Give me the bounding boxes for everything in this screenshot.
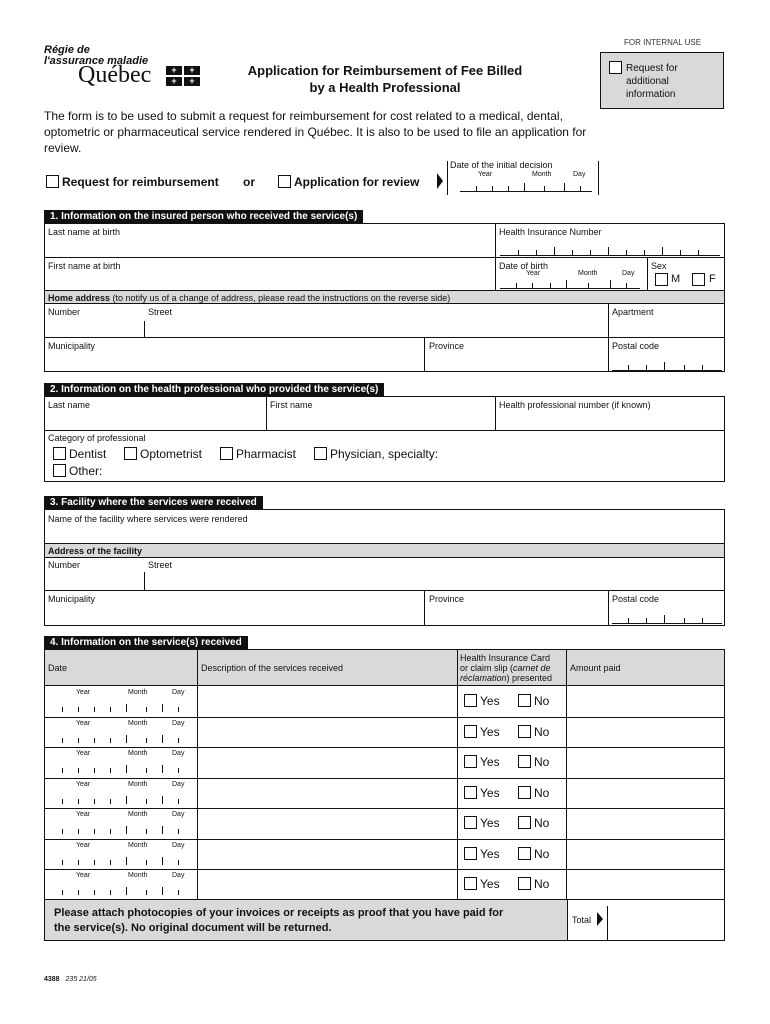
row-no-checkbox[interactable] bbox=[518, 786, 531, 799]
prof-number-label: Health professional number (if known) bbox=[499, 400, 651, 410]
review-checkbox[interactable] bbox=[278, 175, 291, 188]
row-yes-label: Yes bbox=[480, 877, 500, 891]
decision-date-field[interactable] bbox=[460, 186, 592, 192]
row-amount-input[interactable] bbox=[567, 779, 724, 807]
home-street-input[interactable] bbox=[148, 318, 603, 336]
service-table-header bbox=[44, 650, 725, 686]
row-description-input[interactable] bbox=[198, 687, 457, 715]
form-version: 235 21/05 bbox=[65, 976, 97, 983]
row-no-label: No bbox=[534, 877, 550, 891]
first-name-birth-input[interactable] bbox=[45, 272, 495, 289]
dob-year-label: Year bbox=[526, 270, 541, 277]
row-year-label: Year bbox=[76, 689, 91, 696]
row-month-label: Month bbox=[128, 842, 148, 849]
row-description-input[interactable] bbox=[198, 840, 457, 868]
facility-name-input[interactable] bbox=[45, 525, 723, 543]
row-yes-label: Yes bbox=[480, 847, 500, 861]
home-postal-label: Postal code bbox=[612, 341, 660, 351]
last-name-birth-label: Last name at birth bbox=[48, 227, 121, 237]
attach-note: Please attach photocopies of your invoices or receipts as proof that you have paid for the service(s). No original document will be returned. bbox=[54, 907, 504, 934]
home-address-note: (to notify us of a change of address, please read the instructions on the reverse side) bbox=[112, 293, 451, 303]
sex-label: Sex bbox=[651, 261, 667, 271]
dob-day-label: Day bbox=[622, 270, 635, 277]
section4-header: 4. Information on the service(s) received bbox=[44, 636, 248, 649]
row-month-label: Month bbox=[128, 750, 148, 757]
row-amount-input[interactable] bbox=[567, 718, 724, 746]
request-info-label: Request for additional information bbox=[626, 63, 678, 100]
row-no-label: No bbox=[534, 847, 550, 861]
divider bbox=[647, 257, 648, 290]
dob-field[interactable] bbox=[500, 283, 640, 289]
row-month-label: Month bbox=[128, 720, 148, 727]
row-amount-input[interactable] bbox=[567, 809, 724, 837]
row-date-field[interactable] bbox=[62, 859, 192, 865]
divider bbox=[495, 397, 496, 430]
request-info-checkbox[interactable] bbox=[609, 61, 622, 74]
row-date-field[interactable] bbox=[62, 706, 192, 712]
row-no-checkbox[interactable] bbox=[518, 816, 531, 829]
row-date-field[interactable] bbox=[62, 798, 192, 804]
intro-text: The form is to be used to submit a request for reimbursement for cost related to a medical, dental, optometric or pharmaceutical service rendered in Québec. It is also to be used to file an application for review. bbox=[44, 109, 587, 155]
divider bbox=[598, 161, 599, 195]
row-month-label: Month bbox=[128, 689, 148, 696]
prof-first-name-label: First name bbox=[270, 400, 313, 410]
dob-label: Date of birth bbox=[499, 261, 549, 271]
logo-quebec: Québec bbox=[78, 62, 152, 88]
or-label: or bbox=[243, 175, 255, 189]
row-day-label: Day bbox=[172, 720, 185, 727]
facility-name-label: Name of the facility where services were rendered bbox=[48, 514, 248, 524]
home-address-label: Home address bbox=[48, 293, 111, 303]
home-municipality-label: Municipality bbox=[48, 341, 96, 351]
row-no-checkbox[interactable] bbox=[518, 877, 531, 890]
review-label: Application for review bbox=[294, 175, 420, 189]
facility-municipality-label: Municipality bbox=[48, 594, 96, 604]
col-card-italic1: carnet de bbox=[513, 663, 551, 673]
row-no-label: No bbox=[534, 694, 550, 708]
decision-day-label: Day bbox=[573, 171, 586, 178]
col-description: Description of the services received bbox=[201, 663, 344, 673]
rule bbox=[44, 430, 725, 431]
row-day-label: Day bbox=[172, 781, 185, 788]
facility-postal-field[interactable] bbox=[612, 618, 722, 624]
last-name-birth-input[interactable] bbox=[45, 238, 495, 256]
physician-checkbox[interactable] bbox=[314, 447, 327, 460]
form-title-line2: by a Health Professional bbox=[309, 80, 461, 95]
rule bbox=[44, 337, 725, 338]
sex-m-checkbox[interactable] bbox=[655, 273, 668, 286]
row-yes-checkbox[interactable] bbox=[464, 755, 477, 768]
row-date-field[interactable] bbox=[62, 889, 192, 895]
other-label: Other: bbox=[69, 464, 103, 478]
col-card-line3b: ) presented bbox=[506, 673, 553, 683]
home-number-label: Number bbox=[48, 307, 81, 317]
total-label: Total bbox=[572, 915, 592, 925]
row-month-label: Month bbox=[128, 872, 148, 879]
form-title-line1: Application for Reimbursement of Fee Billed bbox=[247, 63, 523, 78]
hin-field[interactable] bbox=[500, 250, 720, 256]
row-yes-checkbox[interactable] bbox=[464, 847, 477, 860]
divider bbox=[144, 321, 145, 337]
row-day-label: Day bbox=[172, 750, 185, 757]
col-amount: Amount paid bbox=[570, 663, 621, 673]
internal-use-label: FOR INTERNAL USE bbox=[624, 38, 702, 47]
row-yes-label: Yes bbox=[480, 725, 500, 739]
row-yes-checkbox[interactable] bbox=[464, 816, 477, 829]
logo-line2: l'assurance maladie bbox=[44, 55, 149, 67]
home-postal-field[interactable] bbox=[612, 365, 722, 371]
physician-label: Physician, specialty: bbox=[330, 447, 439, 461]
divider bbox=[424, 338, 425, 372]
reimbursement-checkbox[interactable] bbox=[46, 175, 59, 188]
row-no-label: No bbox=[534, 725, 550, 739]
dob-month-label: Month bbox=[578, 270, 598, 277]
form-code: 4388 bbox=[44, 976, 60, 983]
row-description-input[interactable] bbox=[198, 870, 457, 898]
divider bbox=[608, 338, 609, 372]
row-year-label: Year bbox=[76, 781, 91, 788]
apartment-label: Apartment bbox=[612, 307, 654, 317]
first-name-birth-label: First name at birth bbox=[48, 261, 121, 271]
category-label: Category of professional bbox=[48, 433, 146, 443]
optometrist-checkbox[interactable] bbox=[124, 447, 137, 460]
facility-address-bar bbox=[45, 544, 724, 557]
rule bbox=[44, 257, 725, 258]
divider bbox=[608, 591, 609, 626]
dentist-label: Dentist bbox=[69, 447, 107, 461]
reimbursement-label: Request for reimbursement bbox=[62, 175, 219, 189]
divider bbox=[424, 591, 425, 626]
logo-line1: Régie de bbox=[44, 44, 90, 56]
pharmacist-checkbox[interactable] bbox=[220, 447, 233, 460]
rule bbox=[44, 303, 725, 304]
row-date-field[interactable] bbox=[62, 737, 192, 743]
row-no-checkbox[interactable] bbox=[518, 847, 531, 860]
divider bbox=[266, 397, 267, 430]
row-no-label: No bbox=[534, 786, 550, 800]
row-description-input[interactable] bbox=[198, 748, 457, 776]
sex-f-checkbox[interactable] bbox=[692, 273, 705, 286]
row-yes-label: Yes bbox=[480, 755, 500, 769]
row-year-label: Year bbox=[76, 720, 91, 727]
divider bbox=[607, 906, 608, 940]
row-month-label: Month bbox=[128, 811, 148, 818]
row-description-input[interactable] bbox=[198, 779, 457, 807]
row-no-checkbox[interactable] bbox=[518, 725, 531, 738]
arrow-right-icon bbox=[437, 173, 443, 189]
row-yes-label: Yes bbox=[480, 694, 500, 708]
col-card-line2a: or claim slip ( bbox=[460, 663, 514, 673]
home-street-label: Street bbox=[148, 307, 173, 317]
row-day-label: Day bbox=[172, 842, 185, 849]
row-yes-checkbox[interactable] bbox=[464, 877, 477, 890]
optometrist-label: Optometrist bbox=[140, 447, 203, 461]
row-no-label: No bbox=[534, 816, 550, 830]
rule bbox=[44, 590, 725, 591]
section2-header: 2. Information on the health professional who provided the service(s) bbox=[44, 383, 384, 396]
facility-postal-label: Postal code bbox=[612, 594, 660, 604]
facility-number-label: Number bbox=[48, 560, 81, 570]
decision-month-label: Month bbox=[532, 171, 552, 178]
sex-f-label: F bbox=[709, 273, 716, 285]
other-checkbox[interactable] bbox=[53, 464, 66, 477]
row-year-label: Year bbox=[76, 750, 91, 757]
row-date-field[interactable] bbox=[62, 767, 192, 773]
col-date: Date bbox=[48, 663, 68, 673]
arrow-right-icon bbox=[597, 912, 603, 926]
row-amount-input[interactable] bbox=[567, 840, 724, 868]
row-description-input[interactable] bbox=[198, 718, 457, 746]
home-province-label: Province bbox=[429, 341, 465, 351]
row-no-checkbox[interactable] bbox=[518, 755, 531, 768]
row-amount-input[interactable] bbox=[567, 687, 724, 715]
row-no-checkbox[interactable] bbox=[518, 694, 531, 707]
row-yes-label: Yes bbox=[480, 786, 500, 800]
divider bbox=[447, 161, 448, 195]
row-day-label: Day bbox=[172, 811, 185, 818]
decision-date-label: Date of the initial decision bbox=[450, 160, 553, 170]
row-day-label: Day bbox=[172, 689, 185, 696]
facility-street-label: Street bbox=[148, 560, 173, 570]
row-month-label: Month bbox=[128, 781, 148, 788]
divider bbox=[144, 572, 145, 590]
row-description-input[interactable] bbox=[198, 809, 457, 837]
divider bbox=[608, 304, 609, 338]
row-amount-input[interactable] bbox=[567, 870, 724, 898]
prof-last-name-label: Last name bbox=[48, 400, 91, 410]
row-date-field[interactable] bbox=[62, 828, 192, 834]
sex-m-label: M bbox=[671, 273, 681, 285]
col-card bbox=[460, 653, 566, 683]
dentist-checkbox[interactable] bbox=[53, 447, 66, 460]
row-yes-checkbox[interactable] bbox=[464, 725, 477, 738]
col-card-italic2: réclamation bbox=[460, 673, 507, 683]
row-yes-label: Yes bbox=[480, 816, 500, 830]
facility-province-label: Province bbox=[429, 594, 465, 604]
row-yes-checkbox[interactable] bbox=[464, 694, 477, 707]
pharmacist-label: Pharmacist bbox=[236, 447, 297, 461]
section1-header: 1. Information on the insured person who received the service(s) bbox=[44, 210, 363, 223]
hin-label: Health Insurance Number bbox=[499, 227, 602, 237]
row-amount-input[interactable] bbox=[567, 748, 724, 776]
row-year-label: Year bbox=[76, 842, 91, 849]
row-year-label: Year bbox=[76, 872, 91, 879]
section3-header: 3. Facility where the services were received bbox=[44, 496, 263, 509]
col-card-line1: Health Insurance Card bbox=[460, 653, 551, 663]
row-no-label: No bbox=[534, 755, 550, 769]
facility-address-label: Address of the facility bbox=[48, 546, 143, 556]
row-year-label: Year bbox=[76, 811, 91, 818]
decision-year-label: Year bbox=[478, 171, 493, 178]
row-yes-checkbox[interactable] bbox=[464, 786, 477, 799]
row-day-label: Day bbox=[172, 872, 185, 879]
quebec-flag-icon: + + + + bbox=[166, 66, 200, 86]
rule bbox=[44, 557, 725, 558]
